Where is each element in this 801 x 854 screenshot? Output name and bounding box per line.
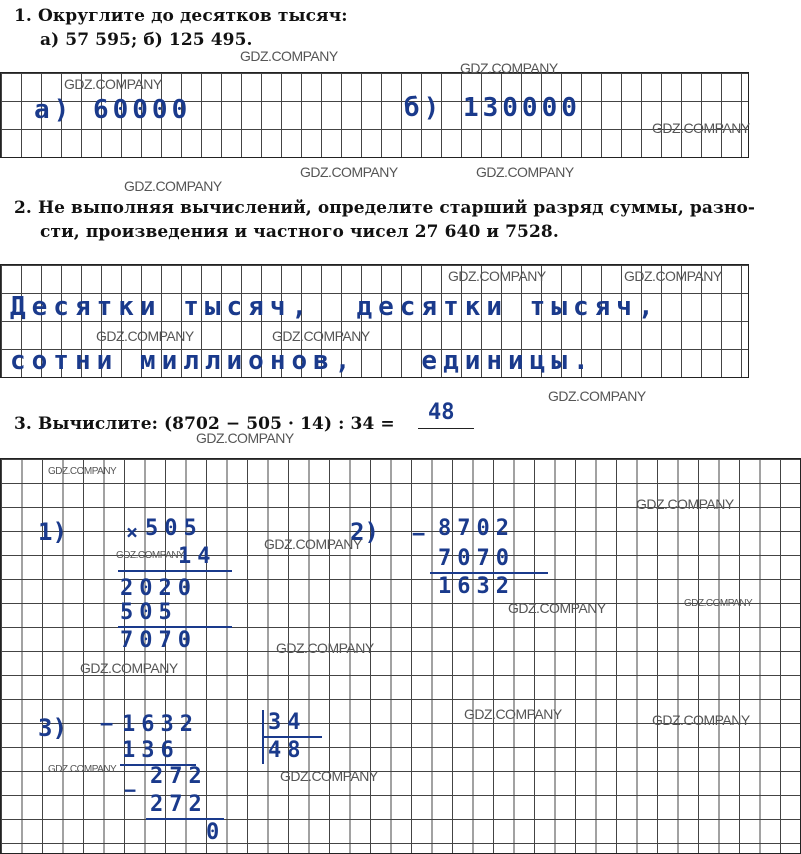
step3-dividend: 1632 bbox=[122, 712, 199, 737]
watermark: GDZ.COMPANY bbox=[652, 712, 750, 728]
step1-operator: × bbox=[126, 520, 139, 544]
watermark: GDZ.COMPANY bbox=[624, 268, 722, 284]
step3-operator: − bbox=[124, 778, 137, 802]
task3-grid bbox=[0, 458, 801, 854]
watermark: GDZ.COMPANY bbox=[460, 60, 558, 76]
step2-label: 2) bbox=[350, 518, 379, 546]
watermark: GDZ.COMPANY bbox=[548, 388, 646, 404]
watermark: GDZ.COMPANY bbox=[636, 496, 734, 512]
watermark: GDZ.COMPANY bbox=[300, 164, 398, 180]
answer-underline bbox=[418, 428, 474, 429]
step2-row: 1632 bbox=[438, 574, 515, 599]
task2-question-line1: 2. Не выполняя вычислений, определите старший разряд суммы, разно- bbox=[14, 198, 756, 218]
step1-row: 14 bbox=[178, 544, 217, 569]
watermark: GDZ.COMPANY bbox=[448, 268, 546, 284]
step3-row: 272 bbox=[150, 764, 208, 789]
watermark: GDZ.COMPANY bbox=[684, 598, 753, 609]
watermark: GDZ.COMPANY bbox=[48, 466, 117, 477]
watermark: GDZ.COMPANY bbox=[196, 430, 294, 446]
step3-operator: − bbox=[100, 712, 114, 737]
watermark: GDZ.COMPANY bbox=[272, 328, 370, 344]
step3-quotient: 48 bbox=[268, 738, 307, 763]
step1-line bbox=[118, 570, 232, 572]
task1-answer-b: б) 130000 bbox=[404, 93, 581, 123]
watermark: GDZ.COMPANY bbox=[48, 764, 117, 775]
step2-operator: − bbox=[412, 522, 426, 547]
watermark: GDZ.COMPANY bbox=[280, 768, 378, 784]
step1-label: 1) bbox=[38, 518, 67, 546]
step3-label: 3) bbox=[38, 714, 67, 742]
step1-row: 2020 bbox=[120, 576, 197, 601]
task2-question-line2: сти, произведения и частного чисел 27 640 и 7528. bbox=[40, 222, 559, 242]
step1-row: 505 bbox=[120, 600, 178, 625]
task1-options: а) 57 595; б) 125 495. bbox=[40, 30, 253, 50]
step2-row: 8702 bbox=[438, 516, 515, 541]
step2-row: 7070 bbox=[438, 546, 515, 571]
task2-answer-line1: Десятки тысяч, десятки тысяч, bbox=[10, 292, 660, 322]
step3-divisor: 34 bbox=[268, 710, 307, 735]
watermark: GDZ.COMPANY bbox=[124, 178, 222, 194]
task3-answer: 48 bbox=[428, 400, 455, 425]
task2-answer-line2: сотни миллионов, единицы. bbox=[10, 346, 595, 376]
step1-row: 7070 bbox=[120, 628, 197, 653]
watermark: GDZ.COMPANY bbox=[96, 328, 194, 344]
watermark: GDZ.COMPANY bbox=[240, 48, 338, 64]
step3-row: 272 bbox=[150, 792, 208, 817]
task1-question: 1. Округлите до десятков тысяч: bbox=[14, 6, 348, 26]
watermark: GDZ.COMPANY bbox=[64, 76, 162, 92]
watermark: GDZ.COMPANY bbox=[80, 660, 178, 676]
watermark: GDZ.COMPANY bbox=[464, 706, 562, 722]
watermark: GDZ.COMPANY bbox=[476, 164, 574, 180]
step3-remainder: 0 bbox=[206, 820, 220, 845]
watermark: GDZ.COMPANY bbox=[508, 600, 606, 616]
step1-row: 505 bbox=[145, 516, 203, 541]
watermark: GDZ.COMPANY bbox=[276, 640, 374, 656]
watermark: GDZ.COMPANY bbox=[116, 550, 185, 561]
task3-question: 3. Вычислите: (8702 − 505 · 14) : 34 = bbox=[14, 414, 395, 434]
task1-answer-a: а) 60000 bbox=[34, 95, 192, 125]
watermark: GDZ.COMPANY bbox=[264, 536, 362, 552]
watermark: GDZ.COMPANY bbox=[652, 120, 750, 136]
step3-row: 136 bbox=[122, 738, 180, 763]
